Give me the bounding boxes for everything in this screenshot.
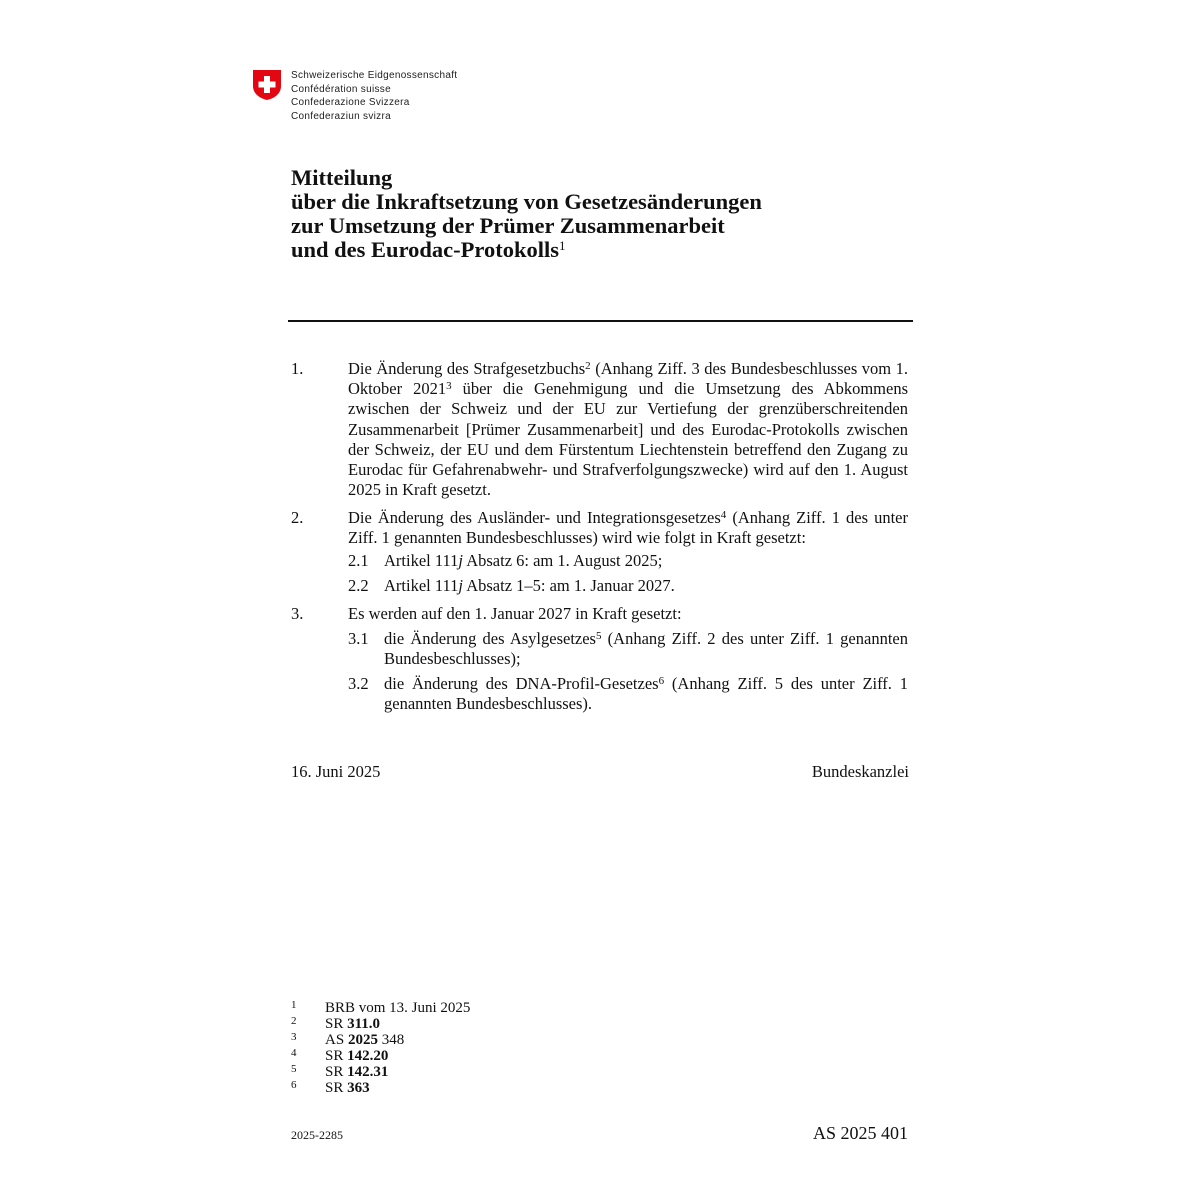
- footnote-ref: 2: [585, 360, 591, 372]
- footnote-number: 3: [291, 1031, 297, 1043]
- footnote: [291, 1016, 380, 1032]
- list-item-2: [291, 508, 911, 596]
- list-item-3: [291, 604, 911, 714]
- item-text: Es werden auf den 1. Januar 2027 in Kraft gesetzt:: [348, 604, 682, 623]
- footnote-text: SR 311.0: [325, 1016, 381, 1032]
- list-item-1: [291, 359, 911, 500]
- title-line: über die Inkraftsetzung von Gesetzesänderungen: [291, 189, 762, 214]
- footnote-ref: 5: [595, 630, 602, 643]
- footnote-number: 2: [291, 1015, 297, 1027]
- sub-item-text: Artikel 111j Absatz 6: am 1. August 2025;: [384, 551, 663, 571]
- sub-item: [348, 576, 908, 596]
- footnote-number: 1: [291, 999, 297, 1011]
- confederation-names: [291, 69, 457, 123]
- title-line: zur Umsetzung der Prümer Zusammenarbeit: [291, 213, 725, 238]
- publication-date: 16. Juni 2025: [291, 762, 381, 781]
- item-text: Die Änderung des Ausländer- und Integrationsgesetzes$^4$ (Anhang Ziff. 1 des unter Ziff. 1 genannten Bundesbeschlusses) wird wie folgt in Kraft gesetzt:: [348, 508, 908, 548]
- footnote-text: SR 363: [325, 1080, 370, 1096]
- title-divider: [288, 320, 913, 322]
- confederation-name-de: Schweizerische Eidgenossenschaft: [291, 70, 458, 81]
- footnote-text: SR 142.20: [325, 1048, 389, 1064]
- item-number: 2.: [291, 508, 304, 527]
- title-line: und des Eurodac-Protokolls: [291, 237, 559, 262]
- title-line: Mitteilung: [291, 165, 393, 190]
- sub-item: [348, 551, 908, 571]
- sub-item: [348, 674, 908, 714]
- issuing-authority: Bundeskanzlei: [811, 762, 909, 781]
- sub-item-number: 2.2: [348, 575, 369, 595]
- item-number: 1.: [291, 359, 304, 378]
- footnote-number: 4: [291, 1047, 297, 1059]
- footnote-ref: 4: [720, 509, 727, 521]
- sub-item-text: Artikel 111j Absatz 1–5: am 1. Januar 2027.: [384, 575, 675, 595]
- sub-item-text: die Änderung des Asylgesetzes$^5$ (Anhang Ziff. 2 des unter Ziff. 1 genannten Bundesbeschlusses);: [384, 629, 908, 669]
- footnote: [291, 1000, 470, 1016]
- footnote-number: 6: [291, 1079, 297, 1091]
- item-number: 3.: [291, 604, 304, 623]
- footnote-text: SR 142.31: [325, 1064, 389, 1080]
- swiss-coat-of-arms-icon: [252, 69, 282, 101]
- footnote-ref: 6: [658, 674, 665, 687]
- document-title: [291, 166, 911, 262]
- footnote: [291, 1080, 370, 1096]
- document-number: 2025-2285: [291, 1128, 343, 1142]
- footnote-text: BRB vom 13. Juni 2025: [325, 1000, 471, 1016]
- confederation-name-rm: Confederaziun svizra: [291, 110, 391, 122]
- sub-item-number: 3.2: [348, 673, 369, 693]
- confederation-name-it: Confederazione Svizzera: [291, 97, 410, 108]
- sub-item: [348, 629, 908, 669]
- footnote-text: AS 2025 348: [325, 1032, 405, 1048]
- official-reference: AS 2025 401: [812, 1123, 908, 1143]
- confederation-name-fr: Confédération suisse: [291, 83, 391, 95]
- footnote: [291, 1048, 388, 1064]
- footnote-number: 5: [291, 1063, 297, 1075]
- footnote-ref: 3: [446, 380, 452, 393]
- sub-item-text: die Änderung des DNA-Profil-Gesetzes$^6$ (Anhang Ziff. 5 des unter Ziff. 1 genannten Bundesbeschlusses).: [384, 673, 909, 713]
- footnote: [291, 1064, 388, 1080]
- title-line-last: [291, 238, 911, 262]
- footnote: [291, 1032, 404, 1048]
- item-text: Die Änderung des Strafgesetzbuchs$^2$ (Anhang Ziff. 3 des Bundesbeschlusses vom 1. Oktober 2021$^3$ über die Genehmigung und die Umsetzung des Abkommens zwischen der Schweiz und der EU zur Vertiefung der grenzüberschreitenden Zusammenarbeit [Prümer Zusammenarbeit] und des Eurodac-Protokolls zwischen der Schweiz, der EU und dem Fürstentum Liechtenstein betreffend den Zugang zu Eurodac für Gefahrenabwehr- und Strafverfolgungszwecke) wird auf den 1. August 2025 in Kraft gesetzt.: [348, 359, 908, 500]
- footnote-ref: 1: [558, 238, 566, 253]
- sub-item-number: 3.1: [348, 629, 369, 649]
- sub-item-number: 2.1: [348, 551, 369, 571]
